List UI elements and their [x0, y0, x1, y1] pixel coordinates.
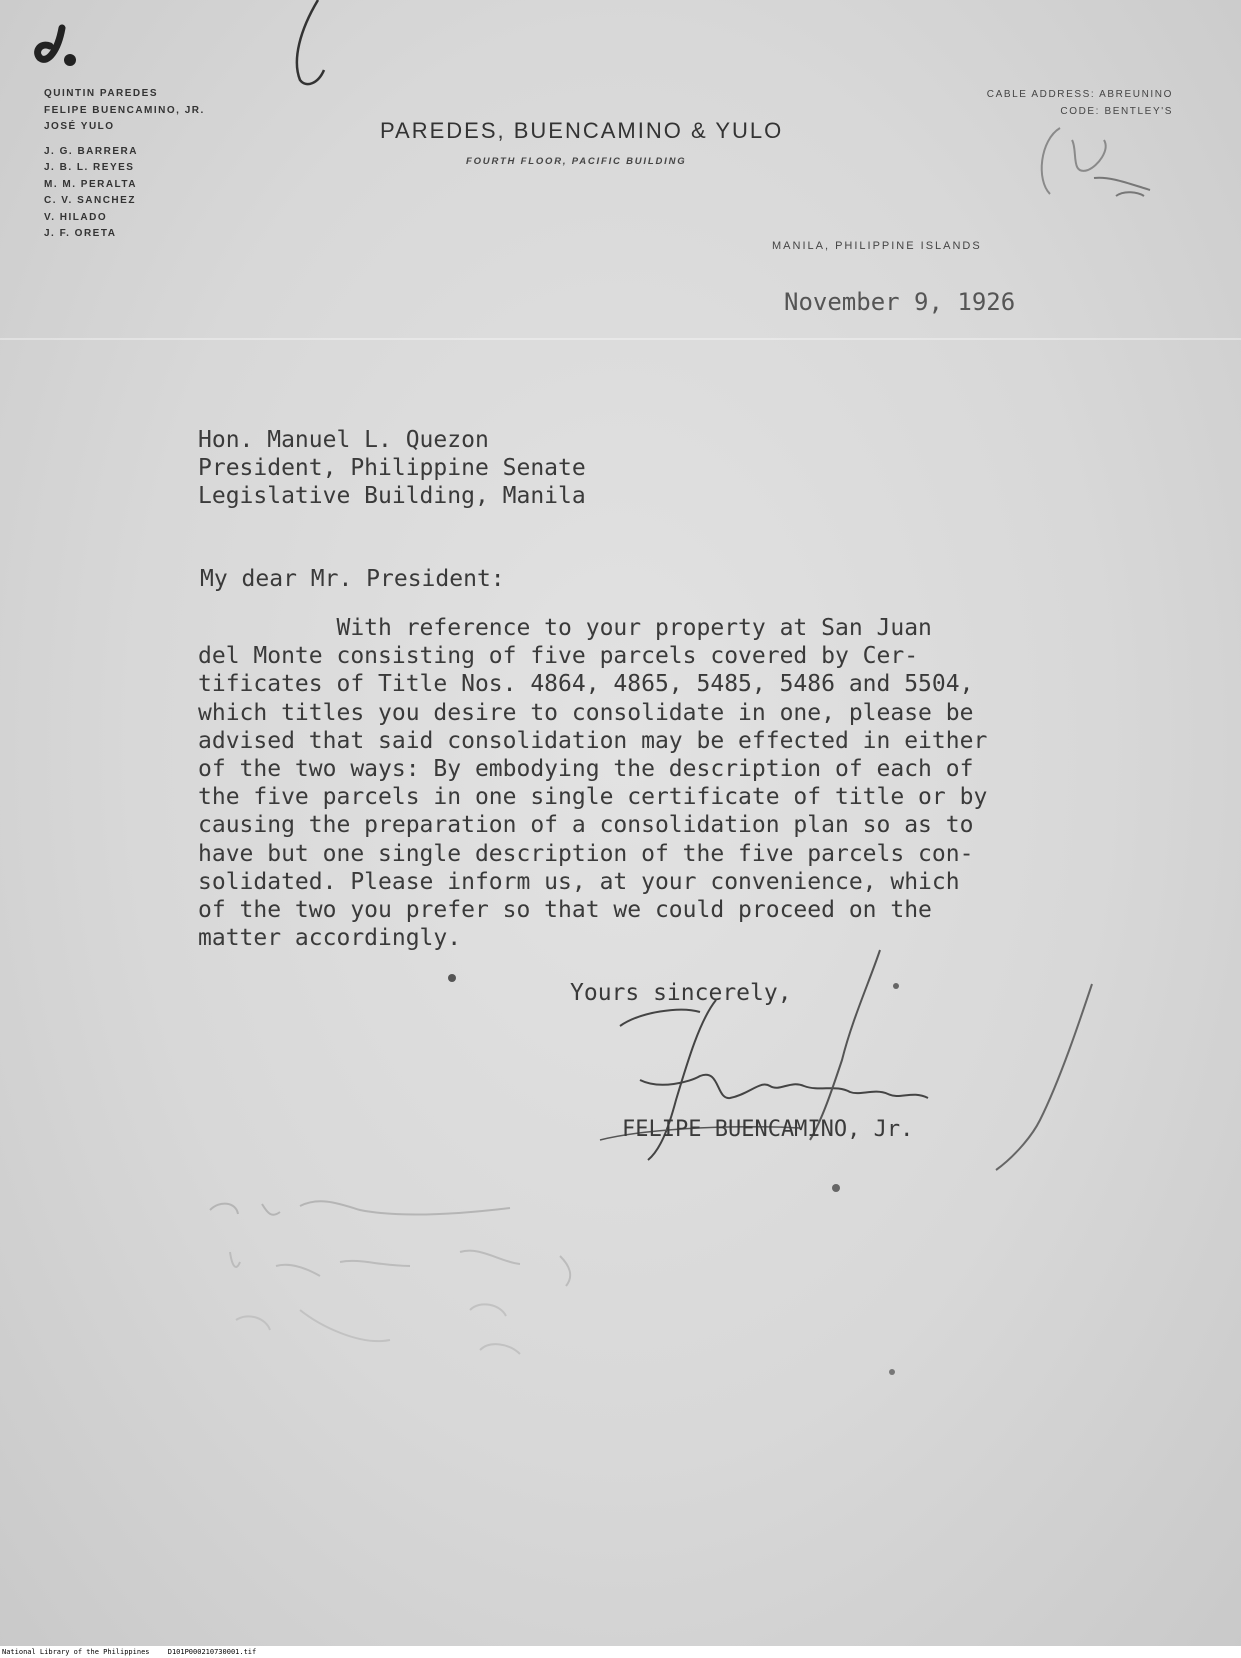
- associate-name: J. G. BARRERA: [44, 145, 138, 157]
- footer-filename: D101P000210730001.tif: [167, 1648, 257, 1656]
- signature-stroke-2: [620, 1010, 928, 1098]
- firm-address: FOURTH FLOOR, PACIFIC BUILDING: [466, 156, 687, 167]
- partner-name: JOSÉ YULO: [44, 121, 115, 132]
- pencil-note-2: [230, 1251, 570, 1286]
- associate-name: M. M. PERALTA: [44, 178, 138, 190]
- body-line: the five parcels in one single certificate of title or by: [198, 784, 988, 811]
- cable-info: [987, 86, 1173, 120]
- addressee-line: President, Philippine Senate: [198, 455, 586, 481]
- scan-footer: [0, 1646, 1241, 1658]
- firm-name: PAREDES, BUENCAMINO & YULO: [380, 118, 784, 143]
- salutation: My dear Mr. President:: [200, 566, 505, 592]
- speck: [893, 983, 899, 989]
- body-line: have but one single description of the five parcels con-: [198, 840, 974, 867]
- top-stroke: [297, 0, 324, 84]
- body-line: del Monte consisting of five parcels covered by Cer-: [198, 643, 919, 670]
- speck: [448, 974, 456, 982]
- associate-name: V. HILADO: [44, 211, 108, 223]
- speck: [889, 1369, 895, 1375]
- footer-institution: National Library of the Philippines: [2, 1648, 150, 1656]
- associate-name: C. V. SANCHEZ: [44, 195, 136, 206]
- body-line: tificates of Title Nos. 4864, 4865, 5485, 5486 and 5504,: [198, 671, 974, 698]
- body-line: advised that said consolidation may be effected in either: [198, 727, 988, 754]
- pencil-note-1: [210, 1201, 510, 1215]
- signer-name: FELIPE BUENCAMINO, Jr.: [622, 1117, 914, 1142]
- body-line: solidated. Please inform us, at your convenience, which: [198, 868, 960, 895]
- body-line: matter accordingly.: [198, 925, 462, 952]
- fold-line: [0, 338, 1241, 340]
- letter-body: [198, 614, 1118, 952]
- signature-stroke-4: [996, 984, 1092, 1170]
- signature-stroke-3: [810, 950, 880, 1140]
- body-line: of the two you prefer so that we could proceed on the: [198, 897, 932, 924]
- corner-dot: [64, 54, 76, 66]
- cable-address: CABLE ADDRESS: ABREUNINO: [986, 89, 1173, 100]
- body-line: With reference to your property at San Juan: [198, 615, 932, 641]
- addressee-line: Hon. Manuel L. Quezon: [198, 427, 489, 453]
- body-line: which titles you desire to consolidate in one, please be: [198, 699, 974, 726]
- file-note: [1042, 128, 1106, 194]
- pencil-note-3: [236, 1304, 520, 1354]
- body-line: causing the preparation of a consolidation plan so as to: [198, 812, 974, 839]
- speck: [832, 1184, 840, 1192]
- addressee-block: [198, 426, 586, 510]
- partner-name: QUINTIN PAREDES: [44, 88, 158, 99]
- body-line: of the two ways: By embodying the description of each of: [198, 756, 974, 783]
- partners-list: [44, 86, 205, 243]
- file-note-underline: [1094, 178, 1150, 196]
- telegraph-code: CODE: BENTLEY'S: [1060, 106, 1173, 117]
- partner-name: FELIPE BUENCAMINO, JR.: [44, 104, 205, 116]
- city-line: MANILA, PHILIPPINE ISLANDS: [772, 240, 982, 252]
- letter-date: November 9, 1926: [784, 288, 1016, 316]
- associate-name: J. F. ORETA: [44, 228, 117, 239]
- corner-mark: [38, 28, 62, 59]
- associate-name: J. B. L. REYES: [44, 162, 135, 173]
- addressee-line: Legislative Building, Manila: [198, 483, 586, 509]
- closing: Yours sincerely,: [570, 980, 792, 1006]
